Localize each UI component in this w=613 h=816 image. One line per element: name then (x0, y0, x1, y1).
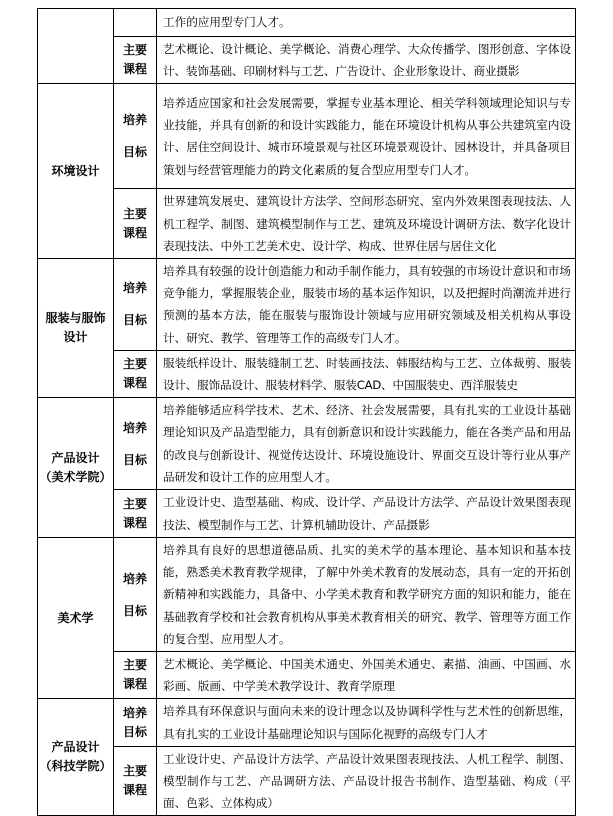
goal-label: 培养 目标 (114, 84, 157, 189)
goal-text: 培养具有较强的设计创造能力和动手制作能力，具有较强的市场设计意识和市场竞争能力，掌握服装企业，服装市场的基本运作知识，以及把握时尚潮流并进行预测的基本方法，能在服装与服饰设计领域与应用研究领域及相关机构从事设计、研究、教学、管理等工作的高级专门人才。 (157, 259, 576, 351)
curriculum-table (37, 8, 576, 816)
course-label: 主要 课程 (114, 490, 157, 538)
goal-label: 培养 目标 (114, 538, 157, 652)
course-label: 主要 课程 (114, 746, 157, 816)
table-row (38, 746, 576, 816)
course-text: 艺术概论、设计概论、美学概论、消费心理学、大众传播学、图形创意、字体设计、装饰基础、印刷材料与工艺、广告设计、企业形象设计、商业摄影 (157, 37, 576, 84)
major-name: 美术学 (38, 538, 114, 699)
goal-text: 工作的应用型专门人才。 (157, 9, 576, 37)
goal-label: 培养 目标 (114, 699, 157, 746)
course-text: 世界建筑发展史、建筑设计方法学、空间形态研究、室内外效果图表现技法、人机工程学、制图、建筑模型制作与工艺、建筑及环境设计调研方法、数字化设计表现技法、中外工艺美术史、设计学、构成、世界住居与居住文化 (157, 189, 576, 259)
table-row (38, 9, 576, 37)
goal-label (114, 9, 157, 37)
goal-text: 培养具有环保意识与面向未来的设计理念以及协调科学性与艺术性的创新思维，具有扎实的工业设计基础理论知识与国际化视野的高级专门人才 (157, 699, 576, 746)
major-name: 环境设计 (38, 84, 114, 259)
table-row (38, 189, 576, 259)
goal-label: 培养 目标 (114, 398, 157, 490)
course-label: 主要 课程 (114, 37, 157, 84)
major-name: 产品设计 （美术学院） (38, 398, 114, 538)
course-text: 工业设计史、产品设计方法学、产品设计效果图表现技法、人机工程学、制图、模型制作与工艺、产品调研方法、产品设计报告书制作、造型基础、构成（平面、色彩、立体构成） (157, 746, 576, 816)
table-row (38, 652, 576, 699)
table-row (38, 259, 576, 351)
course-text: 艺术概论、美学概论、中国美术通史、外国美术通史、素描、油画、中国画、水彩画、版画、中学美术教学设计、教育学原理 (157, 652, 576, 699)
table-row (38, 84, 576, 189)
course-label: 主要 课程 (114, 652, 157, 699)
major-name: 服装与服饰 设计 (38, 259, 114, 398)
goal-label: 培养 目标 (114, 259, 157, 351)
table-row (38, 538, 576, 652)
course-text: 服装纸样设计、服装缝制工艺、时装画技法、韩服结构与工艺、立体裁剪、服装设计、服饰品设计、服装材料学、服装CAD、中国服装史、西洋服装史 (157, 350, 576, 397)
table-row (38, 398, 576, 490)
table-row (38, 350, 576, 397)
goal-text: 培养具有良好的思想道德品质、扎实的美术学的基本理论、基本知识和基本技能，熟悉美术教育教学规律，了解中外美术教育的发展动态，具有一定的开拓创新精神和实践能力，具备中、小学美术教育和教学研究方面的知识和能力，能在基础教育学校和社会教育机构从事美术教育相关的研究、教学、管理等方面工作的复合型、应用型人才。 (157, 538, 576, 652)
course-text: 工业设计史、造型基础、构成、设计学、产品设计方法学、产品设计效果图表现技法、模型制作与工艺、计算机辅助设计、产品摄影 (157, 490, 576, 538)
course-label: 主要 课程 (114, 189, 157, 259)
goal-text: 培养适应国家和社会发展需要，掌握专业基本理论、相关学科领域理论知识与专业技能，并具有创新的和设计实践能力，能在环境设计机构从事公共建筑室内设计、居住空间设计、城市环境景观与社区环境景观设计、园林设计，并具备项目策划与经营管理能力的跨文化素质的复合型应用型专门人才。 (157, 84, 576, 189)
course-label: 主要 课程 (114, 350, 157, 397)
major-cell (38, 9, 114, 84)
table-row (38, 37, 576, 84)
table-row (38, 699, 576, 746)
major-name: 产品设计 （科技学院） (38, 699, 114, 816)
table-row (38, 490, 576, 538)
goal-text: 培养能够适应科学技术、艺术、经济、社会发展需要，具有扎实的工业设计基础理论知识及产品造型能力，具有创新意识和设计实践能力，能在各类产品和用品的改良与创新设计、视觉传达设计、环境设施设计、界面交互设计等行业从事产品研发和设计工作的应用型人才。 (157, 398, 576, 490)
